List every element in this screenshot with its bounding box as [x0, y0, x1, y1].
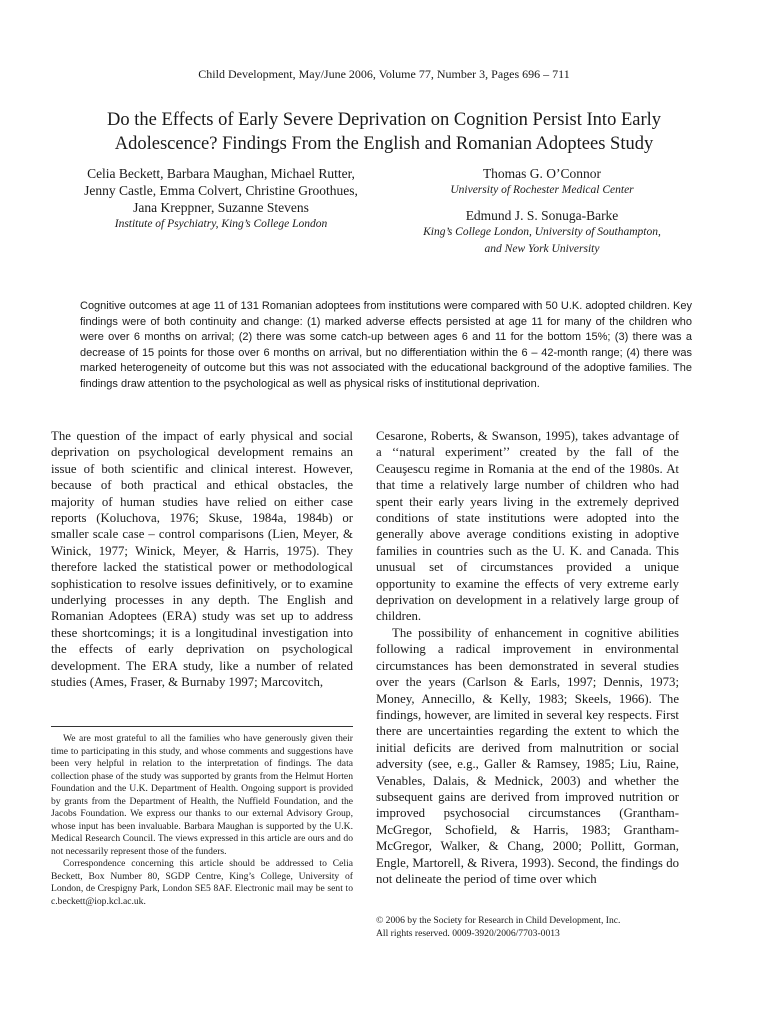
author-block-right — [372, 165, 712, 258]
body-paragraph: The question of the impact of early physical and social deprivation on psychological development remains an issue of both scientific and clinical interest. However, because of both practical and ethical obstacles, the majority of human studies have relied on either case reports (Koluchova, 1976; Skuse, 1984a, 1984b) or smaller scale case – control comparisons (Lien, Meyer, & Winick, 1977; Winick, Meyer, & Harris, 1975). They therefore lacked the statistical power or methodological sophistication to resolve issues definitively, or to examine underlying processes in any depth. The English and Romanian Adoptees (ERA) study was set up to address these shortcomings; it is a longitudinal investigation into the effects of early deprivation on psychological development. The ERA study, like a number of related studies (Ames, Fraser, & Burnaby 1997; Marcovitch, — [51, 429, 353, 690]
footnote-divider — [51, 726, 353, 727]
author-block-left — [76, 165, 366, 233]
body-column-right — [376, 428, 679, 887]
article-title — [40, 108, 728, 156]
affiliation-rochester: University of Rochester Medical Center — [450, 184, 634, 196]
affiliation-kings-college: Institute of Psychiatry, King’s College London — [114, 218, 328, 230]
title-line-2: Adolescence? Findings From the English and Romanian Adoptees Study — [114, 134, 654, 154]
copyright-line-1: © 2006 by the Society for Research in Child Development, Inc. — [376, 915, 621, 926]
footnote-correspondence: Correspondence concerning this article should be addressed to Celia Beckett, Box Number 80, SGDP Centre, King’s College, University of London, de Crespigny Park, London SE5 8AF. Electronic mail may be sent to c.beckett@iop.kcl.ac.uk. — [51, 858, 353, 907]
author-name-oconnor: Thomas G. O’Connor — [482, 166, 602, 181]
author-names-left: Celia Beckett, Barbara Maughan, Michael Rutter, Jenny Castle, Emma Colvert, Christine Groothues, Jana Kreppner, Suzanne Stevens — [84, 166, 358, 215]
footnote-acknowledgement: We are most grateful to all the families who have generously given their time to participating in this study, and whose comments and suggestions have been very helpful in relation to the interpretation of findings. The data collection phase of the study was supported by grants from the Helmut Horten Foundation and the U.K. Department of Health. Ongoing support is provided by grants from the Department of Health, the Nuffield Foundation, and the Jacobs Foundation. We express our thanks to our external Advisory Group, whose input has been invaluable. Barbara Maughan is supported by the U.K. Medical Research Council. The views expressed in this article are ours and do not necessarily represent those of the funders. — [51, 733, 353, 857]
journal-citation: Child Development, May/June 2006, Volume 77, Number 3, Pages 696 – 711 — [198, 67, 570, 81]
body-column-left — [51, 428, 353, 691]
author-name-sonuga-barke: Edmund J. S. Sonuga-Barke — [465, 208, 619, 223]
affiliation-southampton-line1: King’s College London, University of Southampton, — [423, 226, 661, 238]
abstract: Cognitive outcomes at age 11 of 131 Romanian adoptees from institutions were compared with 50 U.K. adopted children. Key findings were of both continuity and change: (1) marked adverse effects persisted at age 11 for many of the children who were over 6 months on arrival; (2) there was some catch-up between ages 6 and 11 for the bottom 15%; (3) there was a decrease of 15 points for those over 6 months on arrival, but no differentiation within the 6 – 42-month range; (4) there was marked heterogeneity of outcome but this was not associated with the educational background of the adoptive families. The findings draw attention to the psychological as well as physical risks of institutional deprivation. — [80, 300, 692, 390]
body-paragraph: The possibility of enhancement in cognitive abilities following a radical improvement in environmental circumstances has been demonstrated in several studies over the years (Carlson & Earls, 1997; Dennis, 1973; Money, Annecillo, & Kelly, 1983; Skeels, 1966). The findings, however, are limited in several key respects. First there are uncertainties regarding the extent to which the initial deficits are derived from malnutrition or social adversity (see, e.g., Galler & Ramsey, 1985; Liu, Raine, Venables, Dalais, & Mednick, 2003) and whether the subsequent gains are derived from improved nutrition or improved psychosocial circumstances (Grantham-McGregor, Schofield, & Harris, 1983; Grantham-McGregor, Walker, & Chang, 2000; Pollitt, Gorman, Engle, Martorell, & Rivera, 1993). Second, the findings do not delineate the period of time over which — [376, 625, 679, 886]
title-line-1: Do the Effects of Early Severe Deprivation on Cognition Persist Into Early — [106, 110, 661, 130]
copyright-notice — [376, 915, 686, 940]
footnote — [51, 733, 353, 908]
copyright-line-2: All rights reserved. 0009-3920/2006/7703-0013 — [376, 927, 560, 939]
affiliation-southampton-line2: and New York University — [484, 243, 600, 255]
body-paragraph: Cesarone, Roberts, & Swanson, 1995), takes advantage of a ‘‘natural experiment’’ created by the fall of the Ceauşescu regime in Romania at the end of the 1980s. At that time a relatively large number of children who had spent their early years living in the extremely deprived conditions of state institutions were adopted into the generally above average conditions existing in adoptive families in countries such as the U. K. and Canada. This unusual set of circumstances provided a unique opportunity to examine the effects of very extreme early deprivation on development in a relatively large group of children. — [376, 429, 679, 624]
